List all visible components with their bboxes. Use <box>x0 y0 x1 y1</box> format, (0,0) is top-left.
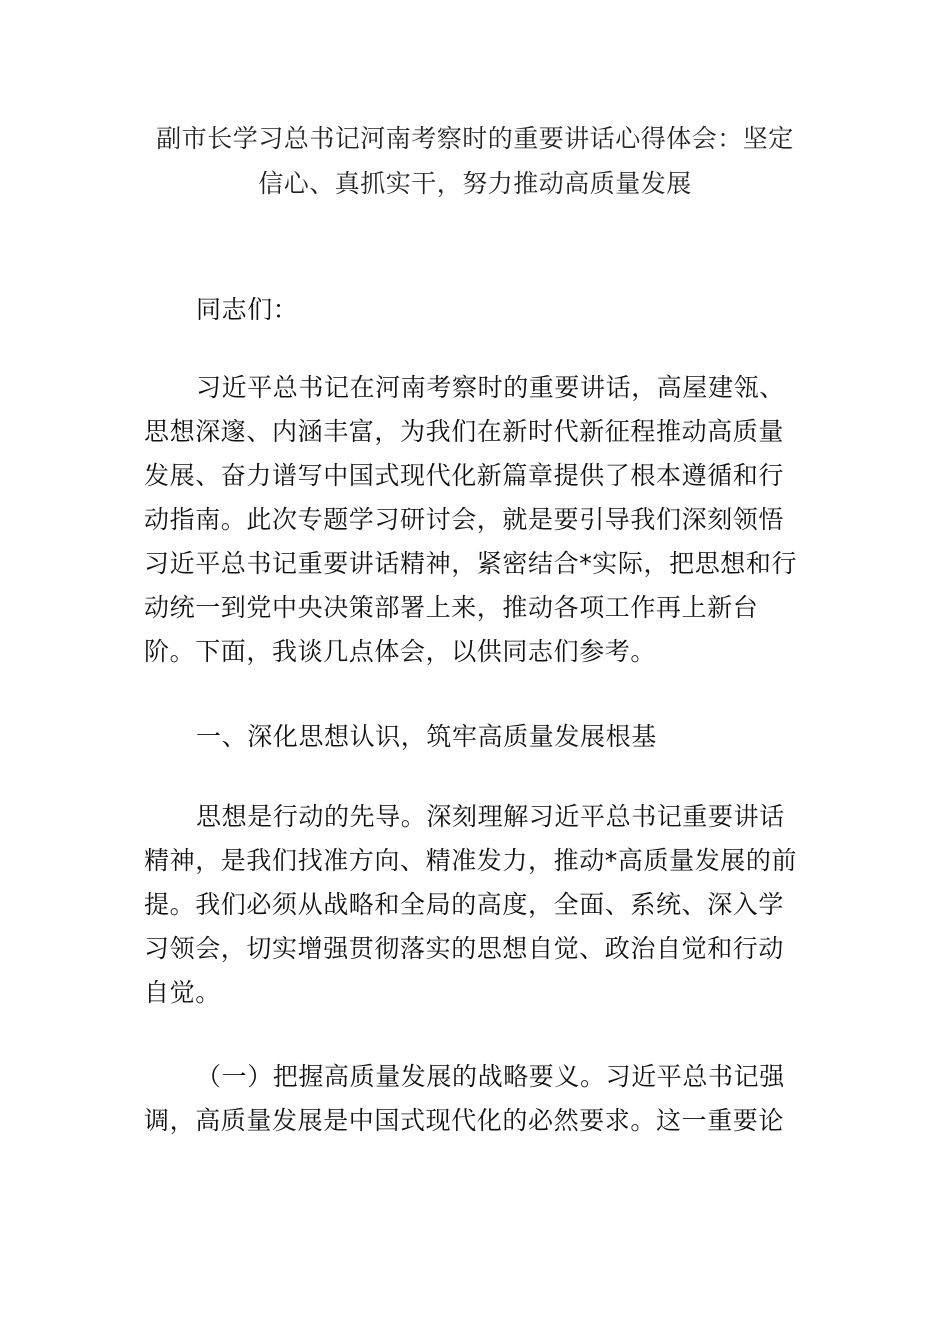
paragraph-thought: 思想是行动的先导。深刻理解习近平总书记重要讲话精神，是我们找准方向、精准发力，推动*高质量发展的前提。我们必须从战略和全局的高度，全面、系统、深入学习领会，切实增强贯彻落实的思想自觉、政治自觉和行动自觉。 <box>144 802 798 1007</box>
salutation: 同志们： <box>196 295 299 324</box>
paragraph-subsection-1: （一）把握高质量发展的战略要义。习近平总书记强调，高质量发展是中国式现代化的必然要求。这一重要论 <box>144 1062 785 1135</box>
section-heading-1: 一、深化思想认识，筑牢高质量发展根基 <box>196 722 657 751</box>
paragraph-intro: 习近平总书记在河南考察时的重要讲话，高屋建瓴、思想深邃、内涵丰富，为我们在新时代新征程推动高质量发展、奋力谱写中国式现代化新篇章提供了根本遵循和行动指南。此次专题学习研讨会，就是要引导我们深刻领悟习近平总书记重要讲话精神，紧密结合*实际，把思想和行动统一到党中央决策部署上来，推动各项工作再上新台阶。下面，我谈几点体会，以供同志们参考。 <box>144 373 798 666</box>
document-title: 副市长学习总书记河南考察时的重要讲话心得体会：坚定信心、真抓实干，努力推动高质量发展 <box>156 124 794 198</box>
